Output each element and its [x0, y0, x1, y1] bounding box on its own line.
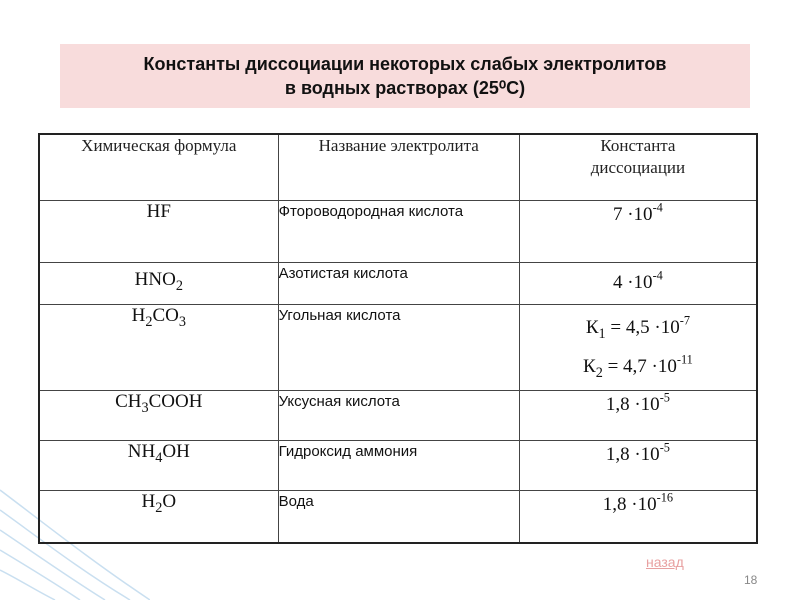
formula-text: NH	[127, 441, 156, 463]
header-name: Название электролита	[278, 134, 519, 200]
dissociation-constants-table	[38, 133, 758, 544]
constant-cell	[519, 304, 757, 391]
formula-subscript: 2	[175, 277, 183, 294]
name-cell: Вода	[278, 491, 519, 543]
formula-text: OH	[162, 441, 190, 463]
table-row	[39, 200, 757, 262]
title-line-2: в водных растворах (25⁰С)	[284, 78, 526, 98]
constant-mantissa: 4 ·10	[612, 271, 653, 293]
formula-cell	[39, 304, 278, 391]
header-formula: Химическая формула	[39, 134, 278, 200]
formula-text: H	[131, 304, 146, 326]
k-subscript: 1	[598, 325, 606, 342]
name-cell: Уксусная кислота	[278, 391, 519, 441]
name-cell: Гидроксид аммония	[278, 441, 519, 491]
formula-cell	[39, 391, 278, 441]
table-row	[39, 262, 757, 304]
table-header-row	[39, 134, 757, 200]
k-symbol: К	[585, 316, 599, 338]
table-row	[39, 491, 757, 543]
constant-exponent: -7	[679, 312, 690, 327]
k-symbol: К	[583, 356, 596, 378]
formula-cell	[39, 262, 278, 304]
constant-cell	[519, 391, 757, 441]
formula-subscript: 2	[155, 500, 163, 517]
constant-mantissa: 1,8 ·10	[602, 494, 657, 516]
formula-subscript: 2	[145, 313, 153, 330]
constant-mantissa: = 4,7 ·10	[602, 356, 677, 378]
slide-title	[60, 44, 750, 108]
formula-cell	[39, 200, 278, 262]
formula-text: HNO	[134, 268, 176, 290]
k-subscript: 2	[595, 365, 603, 382]
constant-cell	[519, 441, 757, 491]
header-constant: Константа диссоциации	[519, 134, 757, 200]
formula-subscript: 3	[178, 313, 186, 330]
constant-exponent: -16	[656, 490, 674, 505]
formula-text: HF	[146, 200, 171, 222]
formula-cell	[39, 491, 278, 543]
table-row	[39, 304, 757, 391]
formula-text: CH	[115, 391, 142, 413]
table-row	[39, 441, 757, 491]
formula-subscript: 3	[141, 400, 149, 417]
constant-exponent: -5	[659, 440, 670, 455]
formula-cell	[39, 441, 278, 491]
name-cell: Угольная кислота	[278, 304, 519, 391]
formula-text: CO	[152, 304, 179, 326]
name-cell: Фтороводородная кислота	[278, 200, 519, 262]
constant-exponent: -5	[659, 390, 670, 405]
back-link[interactable]: назад	[646, 554, 684, 570]
formula-text: COOH	[148, 391, 203, 413]
constant-cell	[519, 200, 757, 262]
page-number: 18	[744, 573, 758, 587]
formula-subscript: 4	[155, 450, 163, 467]
name-cell: Азотистая кислота	[278, 262, 519, 304]
constant-exponent: -4	[652, 267, 663, 282]
constant-cell	[519, 491, 757, 543]
constant-exponent: -4	[652, 199, 663, 214]
constant-mantissa: 7 ·10	[612, 203, 653, 225]
constant-exponent: -11	[676, 352, 693, 367]
constant-cell	[519, 262, 757, 304]
table-row	[39, 391, 757, 441]
formula-text: O	[162, 491, 177, 513]
constant-k2	[520, 350, 756, 390]
constant-k1	[520, 311, 756, 351]
formula-text: H	[141, 491, 156, 513]
constant-mantissa: 1,8 ·10	[605, 394, 660, 416]
title-line-1: Константы диссоциации некоторых слабых электролитов	[143, 54, 667, 74]
constant-mantissa: = 4,5 ·10	[605, 316, 680, 338]
constant-mantissa: 1,8 ·10	[605, 444, 660, 466]
